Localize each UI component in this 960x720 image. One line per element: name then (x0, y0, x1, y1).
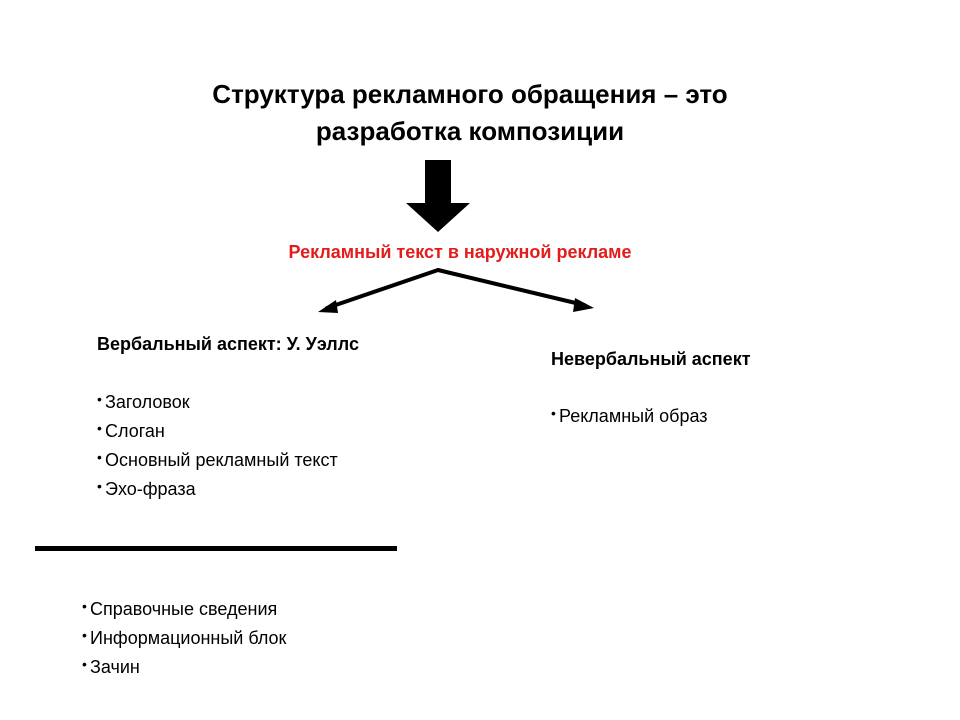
bullet-icon: • (82, 656, 87, 672)
list-item-label: Слоган (105, 421, 165, 441)
list-item-label: Эхо-фраза (105, 479, 196, 499)
list-item (97, 417, 338, 446)
arrow-down-icon (406, 160, 470, 232)
list-item-label: Основный рекламный текст (105, 450, 338, 470)
list-item (97, 446, 338, 475)
list-item (82, 653, 286, 682)
subtitle: Рекламный текст в наружной рекламе (288, 242, 632, 262)
bullet-icon: • (82, 627, 87, 643)
branch-arrow-left-head (318, 300, 338, 313)
list-item-label: Заголовок (105, 392, 190, 412)
list-item-label: Информационный блок (90, 628, 287, 648)
verbal-aspect-heading: Вербальный аспект: У. Уэллс (97, 334, 359, 354)
slide-title-line-1: Структура рекламного обращения – это (212, 79, 728, 109)
list-item-label: Рекламный образ (559, 406, 708, 426)
list-item (82, 624, 286, 653)
extra-list (82, 595, 286, 682)
divider (35, 546, 397, 551)
list-item-label: Справочные сведения (90, 599, 278, 619)
bullet-icon: • (97, 420, 102, 436)
list-item (97, 475, 338, 504)
branch-arrow-right-head (573, 298, 594, 312)
slide-title-line-2: разработка композиции (315, 116, 625, 146)
bullet-icon: • (82, 598, 87, 614)
list-item (551, 402, 708, 431)
verbal-aspect-list (97, 388, 338, 504)
list-item (82, 595, 286, 624)
bullet-icon: • (97, 449, 102, 465)
nonverbal-aspect-heading: Невербальный аспект (551, 349, 751, 369)
bullet-icon: • (97, 391, 102, 407)
bullet-icon: • (97, 478, 102, 494)
list-item-label: Зачин (90, 657, 140, 677)
bullet-icon: • (551, 405, 556, 421)
branch-arrows-icon (318, 270, 594, 313)
list-item (97, 388, 338, 417)
nonverbal-aspect-list (551, 402, 708, 431)
